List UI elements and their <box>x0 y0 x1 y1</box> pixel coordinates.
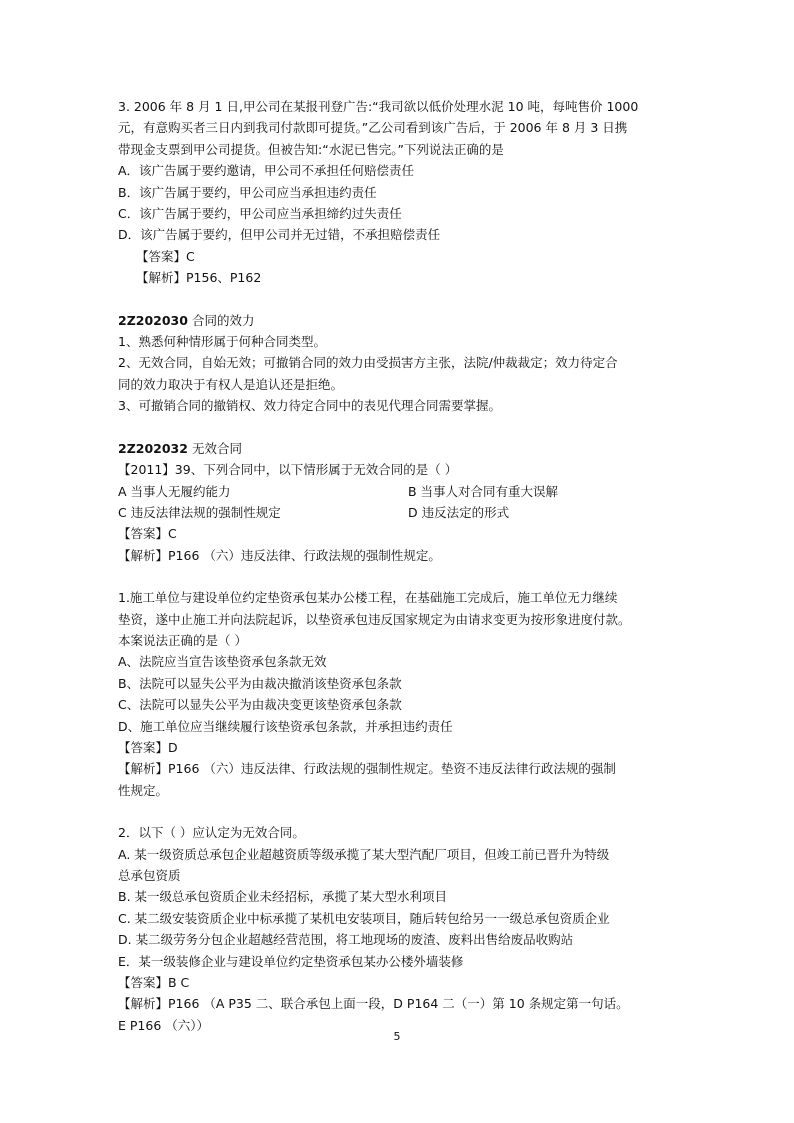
page-number: 5 <box>393 1030 401 1043</box>
question-3 <box>118 96 678 289</box>
option-c: C．该广告属于要约，甲公司应当承担缔约过失责任 <box>118 206 402 222</box>
section-title: 合同的效力 <box>191 312 255 328</box>
section-heading <box>118 310 678 331</box>
key-point: 2、无效合同，自始无效；可撤销合同的效力由受损害方主张，法院/仲裁裁定；效力待定合 <box>118 355 618 371</box>
key-point: 同的效力取决于有权人是追认还是拒绝。 <box>118 376 344 392</box>
option-b: B、法院可以显失公平为由裁决撤消该垫资承包条款 <box>118 675 402 691</box>
option-b: B．该广告属于要约，甲公司应当承担违约责任 <box>118 184 377 200</box>
analysis: 性规定。 <box>118 782 169 798</box>
option-d: D．该广告属于要约，但甲公司并无过错，不承担赔偿责任 <box>118 227 441 243</box>
option-d: D. 某二级劳务分包企业超越经营范围，将工地现场的废渣、废料出售给废品收购站 <box>118 932 574 948</box>
question-stem-line: 本案说法正确的是（ ） <box>118 632 247 648</box>
answer: 【答案】C <box>118 526 177 542</box>
answer: 【答案】D <box>118 739 178 755</box>
question-stem-line: 垫资，遂中止施工并向法院起诉，以垫资承包违反国家规定为由请求变更为按形象进度付款。 <box>118 611 631 627</box>
question-stem-line: 2．以下（ ）应认定为无效合同。 <box>118 825 305 841</box>
option-a-continued: 总承包资质 <box>118 868 181 883</box>
document-page <box>118 96 678 1036</box>
option-a: A、法院应当宣告该垫资承包条款无效 <box>118 654 327 670</box>
option-d: D 违反法定的形式 <box>408 504 510 520</box>
option-c: C 违反法律法规的强制性规定 <box>118 504 281 520</box>
question-1 <box>118 587 678 801</box>
key-point: 3、可撤销合同的撤销权、效力待定合同中的表见代理合同需要掌握。 <box>118 398 501 414</box>
question-stem-line: 元，有意购买者三日内到我司付款即可提货。”乙公司看到该广告后，于 2006 年 8 月 3 日携 <box>118 120 628 136</box>
analysis: 【解析】P156、P162 <box>136 270 262 286</box>
key-point: 1、熟悉何种情形属于何种合同类型。 <box>118 334 326 350</box>
section-heading <box>118 438 678 459</box>
answer: 【答案】B C <box>118 975 190 991</box>
analysis: E P166 （六）） <box>118 1017 209 1033</box>
section-title: 无效合同 <box>191 440 242 456</box>
section-code: 2Z202030 <box>118 312 188 328</box>
option-a: A 当事人无履约能力 <box>118 483 231 499</box>
question-2 <box>118 822 678 1036</box>
analysis: 【解析】P166 （A P35 二、联合承包上面一段，D P164 二（一）第 10 条规定第一句话。 <box>118 996 629 1012</box>
section-contract-validity <box>118 310 678 417</box>
option-a: A．该广告属于要约邀请，甲公司不承担任何赔偿责任 <box>118 163 415 179</box>
option-c: C. 某二级安装资质企业中标承揽了某机电安装项目，随后转包给另一一级总承包资质企业 <box>118 910 610 926</box>
analysis: 【解析】P166 （六）违反法律、行政法规的强制性规定。垫资不违反法律行政法规的强制 <box>118 761 616 777</box>
question-stem-line: 1.施工单位与建设单位约定垫资承包某办公楼工程，在基础施工完成后，施工单位无力继续 <box>118 590 618 606</box>
section-code: 2Z202032 <box>118 440 188 456</box>
option-a: A. 某一级资质总承包企业超越资质等级承揽了某大型汽配厂项目，但竣工前已晋升为特级 <box>118 846 610 862</box>
question-stem-line: 带现金支票到甲公司提货。但被告知:“水泥已售完。”下列说法正确的是 <box>118 141 504 157</box>
option-d: D、施工单位应当继续履行该垫资承包条款，并承担违约责任 <box>118 718 453 734</box>
option-row <box>118 502 678 523</box>
option-b: B 当事人对合同有重大误解 <box>408 483 559 499</box>
option-c: C、法院可以显失公平为由裁决变更该垫资承包条款 <box>118 697 402 713</box>
answer: 【答案】C <box>136 248 195 264</box>
section-void-contract <box>118 438 678 566</box>
question-stem-line: 【2011】39、下列合同中，以下情形属于无效合同的是（ ） <box>118 462 458 478</box>
question-stem-line: 3. 2006 年 8 月 1 日,甲公司在某报刊登广告:“我司欲以低价处理水泥 10 吨，每吨售价 1000 <box>118 99 639 114</box>
option-b: B. 某一级总承包资质企业未经招标，承揽了某大型水利项目 <box>118 889 448 905</box>
option-e: E．某一级装修企业与建设单位约定垫资承包某办公楼外墙装修 <box>118 953 464 969</box>
option-row <box>118 481 678 502</box>
analysis: 【解析】P166 （六）违反法律、行政法规的强制性规定。 <box>118 547 441 563</box>
